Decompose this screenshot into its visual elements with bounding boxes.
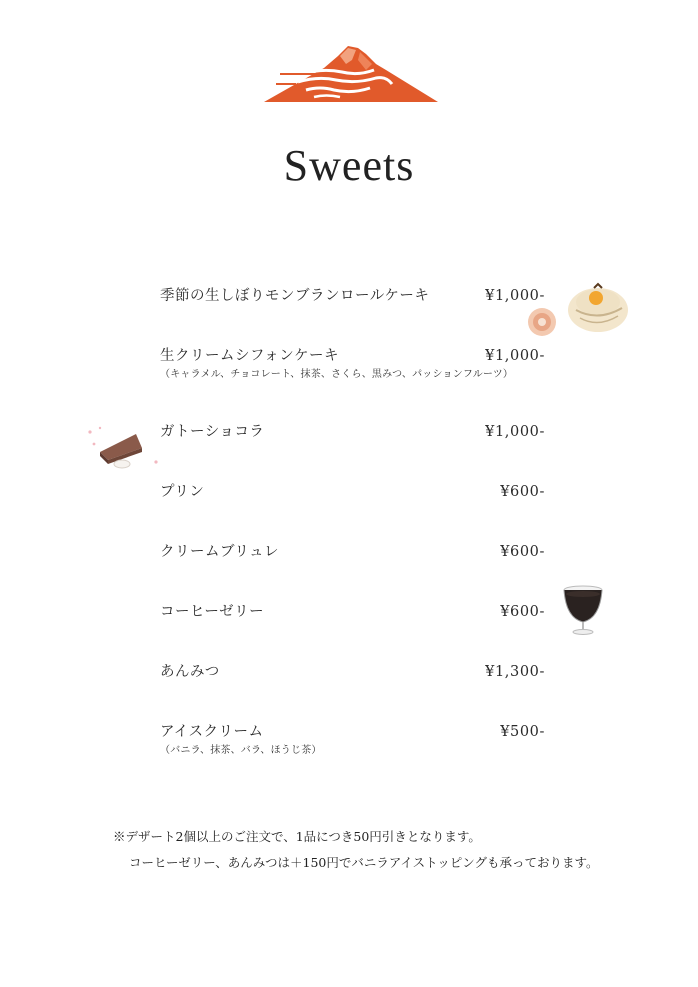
menu-item-note: （バニラ、抹茶、バラ、ほうじ茶）: [160, 745, 322, 756]
mountain-wave-logo-icon: [262, 42, 438, 106]
page-title: Sweets: [283, 141, 415, 190]
menu-item: [160, 416, 545, 442]
menu-item: [160, 716, 545, 758]
menu-item: [160, 656, 545, 682]
menu-item-price: ¥1,000-: [485, 348, 545, 364]
dot-leader: [266, 596, 484, 616]
dot-leader: [341, 340, 483, 360]
dot-leader: [222, 656, 483, 676]
menu-item-name: 生クリームシフォンケーキ: [160, 348, 339, 364]
footer-note: ※デザート2個以上のご注文で、1品につき50円引きとなります。: [113, 829, 481, 844]
dot-leader: [266, 716, 485, 736]
menu-item-price: ¥600-: [500, 484, 545, 500]
menu-item-price: ¥500-: [500, 724, 545, 740]
gateau-chocolat-illustration: [84, 424, 168, 474]
menu-item-price: ¥1,300-: [485, 664, 545, 680]
menu-item-note: （キャラメル、チョコレート、抹茶、さくら、黒みつ、パッションフルーツ）: [160, 369, 514, 380]
menu-item-price: ¥1,000-: [485, 424, 545, 440]
menu-item: [160, 596, 545, 622]
dot-leader: [266, 416, 483, 436]
menu-item-name: プリン: [160, 484, 205, 500]
dot-leader: [206, 476, 484, 496]
menu-item-name: コーヒーゼリー: [160, 604, 265, 620]
dot-leader: [431, 280, 483, 300]
menu-item: [160, 536, 545, 562]
menu-item-price: ¥600-: [500, 604, 545, 620]
menu-item: [160, 340, 545, 382]
menu-item-name: アイスクリーム: [160, 724, 264, 740]
menu-item: [160, 280, 545, 306]
menu-item-price: ¥600-: [500, 544, 545, 560]
coffee-jelly-glass-illustration: [560, 584, 606, 636]
menu-item-name: ガトーショコラ: [160, 424, 265, 440]
dot-leader: [281, 536, 484, 556]
menu-item-name: クリームブリュレ: [160, 544, 279, 560]
montblanc-cake-illustration: [524, 280, 634, 342]
menu-item-price: ¥1,000-: [485, 288, 545, 304]
footer-notes: [113, 826, 599, 874]
menu-item: [160, 476, 545, 502]
menu-item-name: あんみつ: [160, 664, 220, 680]
menu-item-name: 季節の生しぼりモンブランロールケーキ: [160, 288, 430, 304]
footer-note: コーヒーゼリー、あんみつは＋150円でバニラアイストッピングも承っております。: [129, 855, 599, 870]
